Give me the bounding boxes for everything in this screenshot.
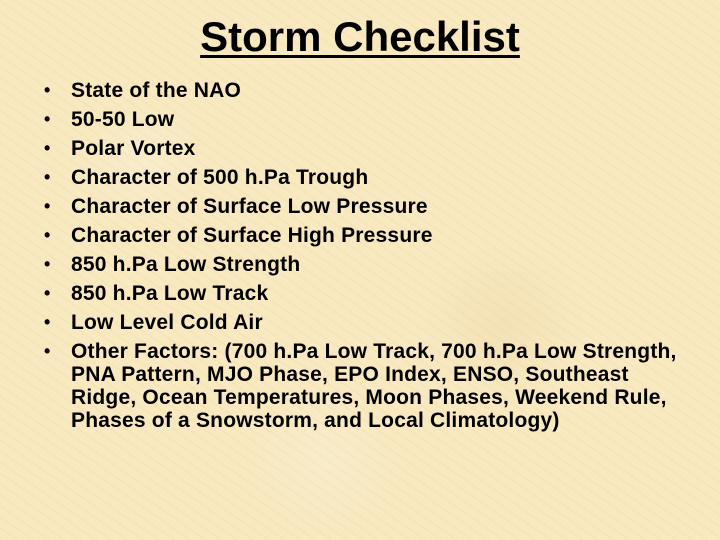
bullet-icon: • xyxy=(44,341,51,361)
bullet-icon: • xyxy=(44,80,51,100)
checklist xyxy=(44,79,684,438)
list-item xyxy=(44,253,684,276)
slide-title-text: Storm Checklist xyxy=(200,13,520,60)
list-item-text: Character of Surface High Pressure xyxy=(71,224,433,247)
list-item xyxy=(44,340,684,432)
list-item xyxy=(44,137,684,160)
bullet-icon: • xyxy=(44,225,51,245)
list-item-text: Polar Vortex xyxy=(71,137,196,160)
list-item xyxy=(44,282,684,305)
bullet-icon: • xyxy=(44,254,51,274)
bullet-icon: • xyxy=(44,167,51,187)
list-item xyxy=(44,224,684,247)
list-item-text: State of the NAO xyxy=(71,79,242,102)
list-item xyxy=(44,311,684,334)
list-item-text: 850 h.Pa Low Strength xyxy=(71,253,301,276)
list-item-text: 50-50 Low xyxy=(71,108,175,131)
list-item xyxy=(44,195,684,218)
list-item-text: Other Factors: (700 h.Pa Low Track, 700 h.Pa Low Strength, PNA Pattern, MJO Phase, EPO Index, ENSO, Southeast Ridge, Ocean Temperatures, Moon Phases, Weekend Rule, Phases of a Snowstorm, and Local Climatology) xyxy=(71,340,677,432)
bullet-icon: • xyxy=(44,196,51,216)
list-item xyxy=(44,108,684,131)
bullet-icon: • xyxy=(44,109,51,129)
list-item-text: Character of Surface Low Pressure xyxy=(71,195,428,218)
bullet-icon: • xyxy=(44,283,51,303)
list-item-text: 850 h.Pa Low Track xyxy=(71,282,269,305)
list-item-text: Low Level Cold Air xyxy=(71,311,263,334)
bullet-icon: • xyxy=(44,138,51,158)
list-item xyxy=(44,79,684,102)
bullet-icon: • xyxy=(44,312,51,332)
list-item xyxy=(44,166,684,189)
list-item-text: Character of 500 h.Pa Trough xyxy=(71,166,369,189)
slide-title xyxy=(0,12,720,62)
